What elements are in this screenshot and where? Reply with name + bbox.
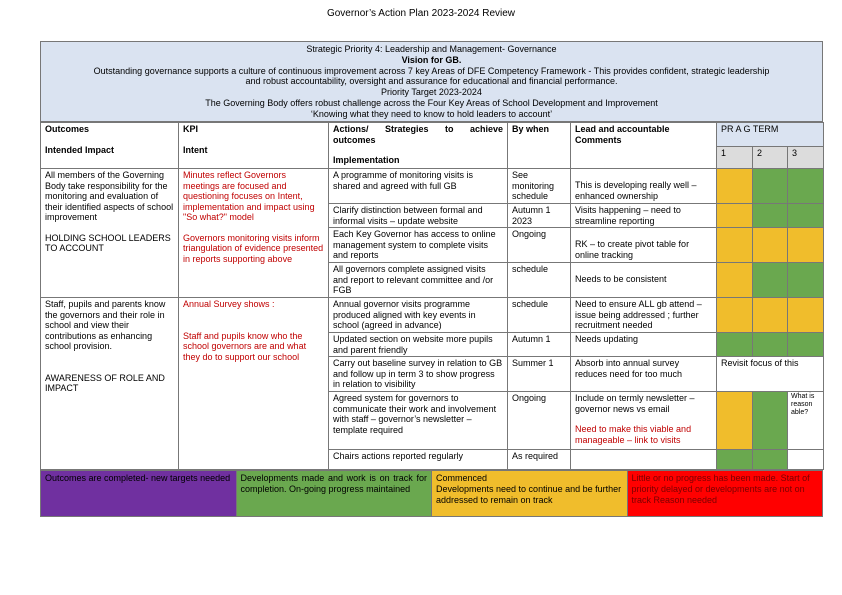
rag-term-1 [717, 169, 753, 204]
rag-term-1 [717, 333, 753, 357]
action-cell: Annual governor visits programme produced aligned with key events in school (agreed in advance) [329, 298, 508, 333]
comment-cell: This is developing really well – enhanced ownership [571, 169, 717, 204]
action-cell: Carry out baseline survey in relation to GB and follow up in term 3 to show progress in relation to visibility [329, 357, 508, 392]
vision-label: Vision for GB. [401, 54, 462, 65]
lead-comments-header: Lead and accountable Comments [571, 123, 717, 169]
by-when-cell: schedule [508, 263, 571, 298]
legend-purple: Outcomes are completed- new targets needed [41, 471, 237, 516]
comment-cell [571, 450, 717, 470]
rag-term-3 [788, 204, 824, 228]
actions-header: Actions/ Strategies to achieve outcomes Implementation [329, 123, 508, 169]
term-3-header: 3 [788, 147, 824, 169]
rag-term-2 [753, 450, 788, 470]
by-when-cell: schedule [508, 298, 571, 333]
rag-term-1 [717, 392, 753, 450]
rag-term-3 [788, 298, 824, 333]
rag-term-3 [788, 169, 824, 204]
rag-term-2 [753, 263, 788, 298]
rag-note-cell: Revisit focus of this [717, 357, 824, 392]
legend-red: Little or no progress has been made. Start of priority delayed or developments are not on track Reason needed [628, 471, 823, 516]
rag-term-2 [753, 333, 788, 357]
by-when-cell: Summer 1 [508, 357, 571, 392]
outcomes-header: Outcomes Intended Impact [41, 123, 179, 169]
rag-term-3 [788, 263, 824, 298]
rag-term-2 [753, 298, 788, 333]
by-when-cell: As required [508, 450, 571, 470]
term-2-header: 2 [753, 147, 788, 169]
rag-term-3 [788, 228, 824, 263]
prag-term-header: PR A G TERM [717, 123, 824, 147]
table-row [41, 169, 824, 204]
action-cell: Chairs actions reported regularly [329, 450, 508, 470]
comment-cell: Needs to be consistent [571, 263, 717, 298]
action-plan-table [40, 122, 824, 470]
priority-target-text: The Governing Body offers robust challenge across the Four Key Areas of School Development and Improvement [205, 97, 658, 108]
by-when-cell: Autumn 1 2023 [508, 204, 571, 228]
comment-cell: RK – to create pivot table for online tracking [571, 228, 717, 263]
action-cell: Agreed system for governors to communicate their work and involvement with staff – governor’s newsletter – template required [329, 392, 508, 450]
rag-term-3-note: What is reason able? [788, 392, 824, 450]
rag-term-2 [753, 169, 788, 204]
kpi-header: KPI Intent [179, 123, 329, 169]
strategic-priority-header [40, 41, 823, 122]
rag-term-1 [717, 204, 753, 228]
action-cell: All governors complete assigned visits and report to relevant committee and /or FGB [329, 263, 508, 298]
vision-line-1: Outstanding governance supports a culture of continuous improvement across 7 key Areas of DFE Competency Framework - This provides confident, strategic leadership [93, 65, 770, 76]
vision-line-2: and robust accountability, oversight and assurance for educational and financial performance. [245, 76, 618, 87]
document-title: Governor’s Action Plan 2023-2024 Review [326, 8, 516, 19]
legend-amber: Commenced Developments need to continue and be further addressed to remain on track [432, 471, 628, 516]
rag-term-2 [753, 392, 788, 450]
strategic-priority-title: Strategic Priority 4: Leadership and Management- Governance [306, 44, 557, 54]
action-cell: Each Key Governor has access to online management system to complete visits and reports [329, 228, 508, 263]
comment-cell: Include on termly newsletter – governor news vs email Need to make this viable and manageable – link to visits [571, 392, 717, 450]
priority-target-label: Priority Target 2023-2024 [381, 87, 482, 98]
comment-cell: Visits happening – need to streamline reporting [571, 204, 717, 228]
rag-term-1 [717, 263, 753, 298]
outcome-cell: All members of the Governing Body take responsibility for the monitoring and evaluation of their identified aspects of school improvement HOLDING SCHOOL LEADERS TO ACCOUNT [41, 169, 179, 298]
rag-term-1 [717, 228, 753, 263]
rag-term-2 [753, 228, 788, 263]
by-when-cell: Ongoing [508, 228, 571, 263]
by-when-header: By when [508, 123, 571, 169]
legend-green: Developments made and work is on track for completion. On-going progress maintained [237, 471, 433, 516]
table-row [41, 298, 824, 333]
rag-term-3 [788, 450, 824, 470]
by-when-cell: Autumn 1 [508, 333, 571, 357]
rag-legend [40, 470, 823, 517]
action-cell: Clarify distinction between formal and informal visits – update website [329, 204, 508, 228]
action-cell: Updated section on website more pupils and parent friendly [329, 333, 508, 357]
rag-term-2 [753, 204, 788, 228]
by-when-cell: See monitoring schedule [508, 169, 571, 204]
rag-term-1 [717, 298, 753, 333]
term-1-header: 1 [717, 147, 753, 169]
kpi-cell: Minutes reflect Governors meetings are focused and questioning focuses on Intent, implementation and impact using "So what?" model Governors monitoring visits inform triangulation of evidence presented in reports supporting above [179, 169, 329, 298]
comment-cell: Needs updating [571, 333, 717, 357]
by-when-cell: Ongoing [508, 392, 571, 450]
action-cell: A programme of monitoring visits is shared and agreed with full GB [329, 169, 508, 204]
priority-motto: ‘Knowing what they need to know to hold leaders to account’ [310, 108, 553, 119]
comment-cell: Need to ensure ALL gb attend – issue being addressed ; further recruitment needed [571, 298, 717, 333]
comment-cell: Absorb into annual survey reduces need for too much [571, 357, 717, 392]
kpi-cell: Annual Survey shows : Staff and pupils know who the school governors are and what they do to support our school [179, 298, 329, 470]
rag-term-3 [788, 333, 824, 357]
outcome-cell: Staff, pupils and parents know the governors and their role in school and view their contributions as enhancing school provision. AWARENESS OF ROLE AND IMPACT [41, 298, 179, 470]
rag-term-1 [717, 450, 753, 470]
